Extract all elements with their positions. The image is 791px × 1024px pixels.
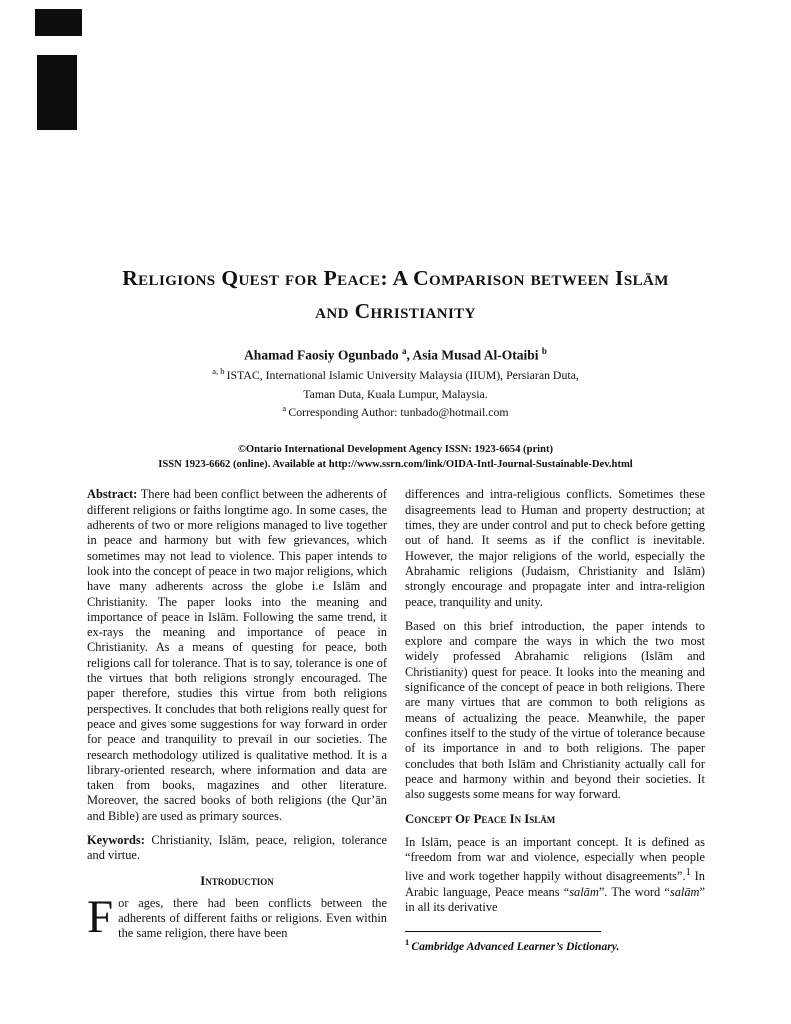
footnote-block: [405, 931, 705, 954]
introduction-text: or ages, there had been conflicts between the adherents of different faiths or religions. Even within the same religion, there have been: [118, 895, 387, 941]
corresponding-sup: a: [282, 402, 289, 413]
scan-artifact-top: [35, 9, 82, 36]
right-column: [405, 487, 705, 954]
affiliation-line-1: $^{a, b}$ ISTAC, International Islamic University Malaysia (IIUM), Persiaran Duta,: [212, 366, 579, 383]
keywords-text: Christianity, Islām, peace, religion, tolerance and virtue.: [87, 832, 387, 863]
two-column-body: [0, 472, 791, 954]
drop-cap: F: [87, 890, 114, 943]
publisher-info: [0, 442, 791, 473]
footnote-text: Cambridge Advanced Learner’s Dictionary.: [411, 940, 620, 954]
corresponding-text: Corresponding Author: tunbado@hotmail.com: [288, 404, 509, 419]
affiliation-sup: a, b: [212, 366, 227, 377]
section-heading-introduction: Introduction: [200, 873, 274, 888]
corresponding-author-line: [0, 403, 791, 421]
keywords-paragraph: [87, 833, 387, 864]
author-affiliation-mark: a: [401, 345, 407, 356]
footnote-rule: [405, 931, 601, 932]
abstract-text: There had been conflict between the adherents of different religions or faiths longtime ago. In some cases, the adherents of two or more religions managed to live together in peace and harmony but with few grievances, which sometimes may not lead to violence. This paper intends to look into the concept of peace in two major religions, which have many adherents across the globe i.e Islām and Christianity. The paper looks into the meaning and importance of peace in Islām. Following the same trend, it ex-rays the meaning and importance of peace in Christianity. As a means of questing for peace, both religions call for tolerance. That is to say, tolerance is one of the virtues that both religions strongly encouraged. The paper therefore, studies this virtue from both religions perspectives. It concludes that both religions really quest for peace and gives some suggestions for way forward in order for peace and tranquility to prevail in our societies. The research methodology utilized is qualitative method. It is a library-oriented research, where information and data are taken from books, magazines and other literature. Moreover, the sacred books of both religions (the Qur’ān and Bible) are used as primary sources.: [87, 487, 387, 823]
abstract-paragraph: [87, 487, 387, 824]
authors-line: [0, 346, 791, 364]
affiliation-line-2: Taman Duta, Kuala Lumpur, Malaysia.: [303, 386, 488, 401]
footnote: [405, 935, 705, 954]
left-column: [87, 487, 387, 954]
body-paragraph: In Islām, peace is an important concept. It is defined as “freedom from war and violence, especially when people live and work together happily without disagreements”.$^1$ In Arabic language, Peace means “salām”. The word “salām” in all its derivative: [405, 834, 705, 914]
publisher-line-2: ISSN 1923-6662 (online). Available at http://www.ssrn.com/link/OIDA-Intl-Journal-Sustainable-Dev.html: [158, 459, 633, 471]
author-name: Asia Musad Al-Otaibi: [412, 347, 542, 363]
keywords-label: Keywords:: [87, 832, 152, 847]
author-affiliation-mark: b: [541, 345, 547, 356]
author-name: Ahamad Faosiy Ogunbado: [244, 347, 402, 363]
section-heading-concept-of-peace: Concept Of Peace In Islām: [405, 812, 556, 827]
body-paragraph: Based on this brief introduction, the paper intends to explore and compare the ways in which the two most widely professed Abrahamic religions (Islām and Christianity) quest for peace. It looks into the meaning and significance of the concept of peace in both religions. There are many virtues that are common to both religions as means of actualizing the peace. Meanwhile, the paper confines itself to the study of the virtue of tolerance because of its importance in and to both religions. The paper concludes that both Islām and Christianity actually call for peace and harmony within and beyond their societies. It also suggests some means for way forward.: [405, 618, 705, 802]
introduction-paragraph: [87, 890, 387, 943]
body-paragraph: differences and intra-religious conflicts. Sometimes these disagreements lead to Human and property destruction; at times, they are under control and put to check before getting out of hand. It seems as if the conflict is inevitable. However, the major religions of the world, especially the Abrahamic religions (Judaism, Christianity and Islām) strongly encourage and propagate inter and intra-religion peace, tranquility and unity.: [405, 487, 705, 609]
abstract-label: Abstract:: [87, 487, 141, 502]
page-title: Religions Quest for Peace: A Comparison between Islām and Christianity: [122, 266, 669, 324]
author-separator: ,: [406, 347, 413, 363]
footnote-marker: 1: [405, 937, 412, 948]
paper-header: [0, 0, 791, 472]
scan-artifact-bottom: [37, 55, 77, 130]
publisher-line-1: ©Ontario International Development Agency ISSN: 1923-6654 (print): [237, 443, 554, 455]
